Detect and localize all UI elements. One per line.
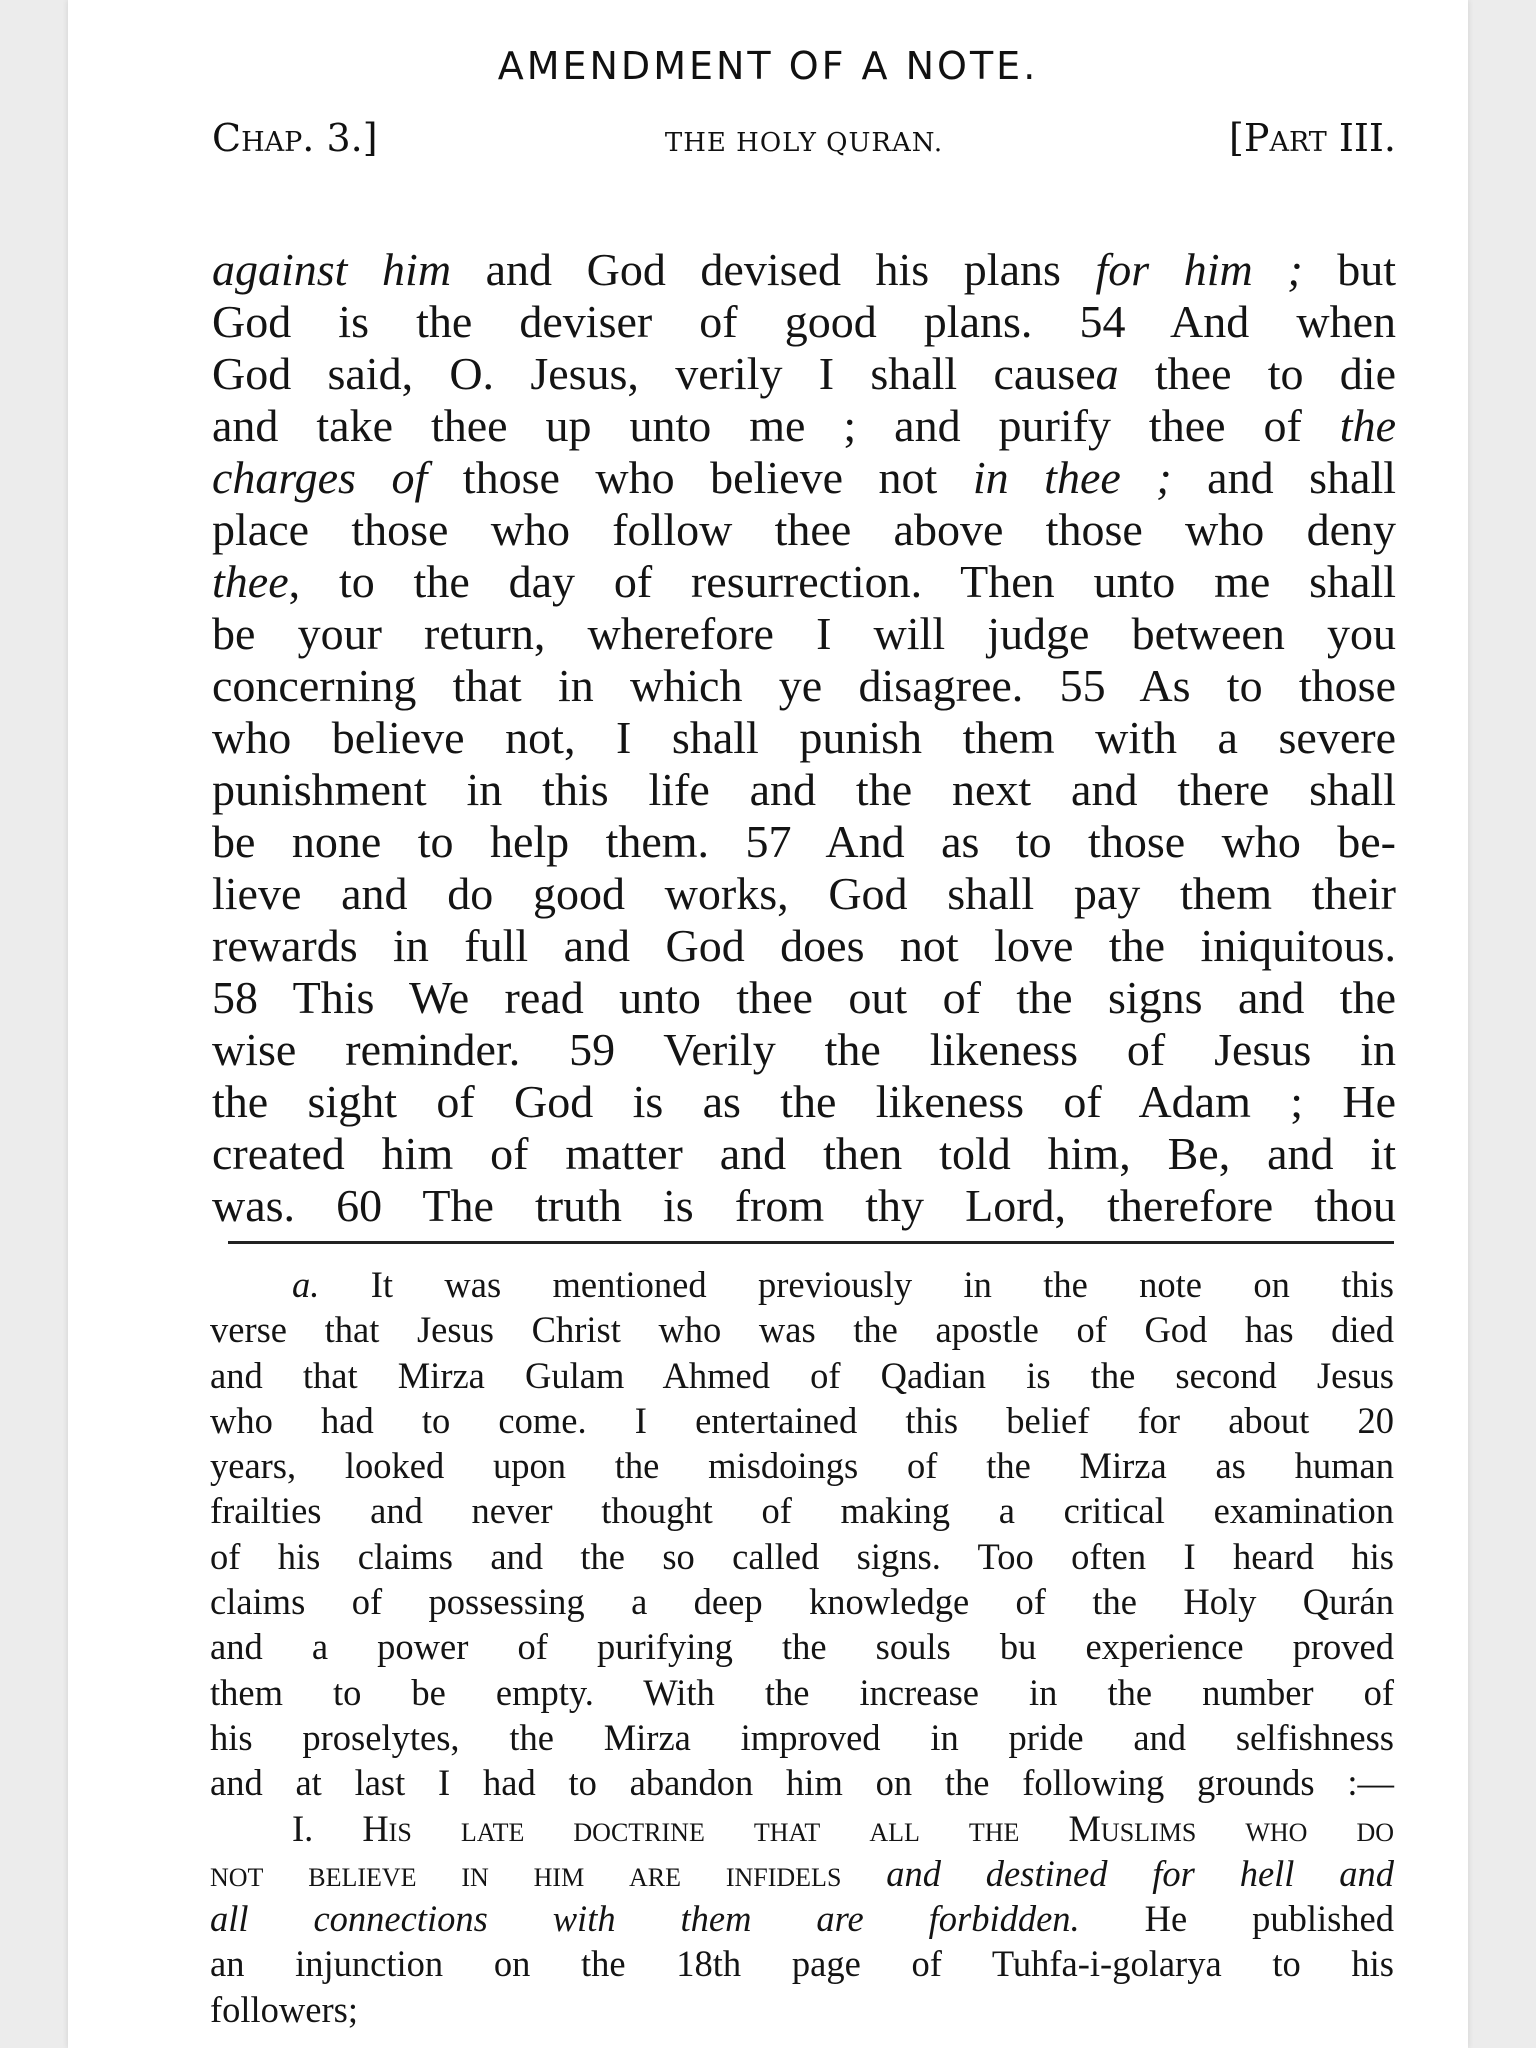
part-label: [Part III. (1229, 116, 1396, 160)
note-line (210, 1262, 1394, 1307)
note-line: them to be empty. With the increase in the number of (210, 1671, 1394, 1713)
italic-phrase: thee (212, 556, 289, 607)
text-line (212, 400, 1396, 452)
note-line: and a power of purifying the souls bu experience proved (210, 1626, 1394, 1668)
note-line: of his claims and the so called signs. Too often I heard his (210, 1535, 1394, 1577)
italic-phrase: all connections with them are forbidden. (210, 1898, 1080, 1940)
text-line: 58 This We read unto thee out of the signs and the (212, 972, 1396, 1023)
footnote-marker: a (1095, 348, 1119, 399)
note-line: frailties and never thought of making a critical examination (210, 1490, 1394, 1532)
main-text (212, 244, 1396, 1232)
small-caps-phrase: not believe in him are infidels (210, 1852, 842, 1894)
note-line: and at last I had to abandon him on the following grounds :— (210, 1762, 1394, 1804)
book-title: THE HOLY QURAN. (664, 128, 944, 158)
text-span: It was mentioned previously in the note on this (319, 1264, 1394, 1305)
text-span: and shall (1171, 452, 1397, 503)
italic-phrase: charges of (212, 452, 428, 503)
text-span: He published (1079, 1898, 1395, 1940)
text-line (212, 244, 1396, 296)
text-line (212, 452, 1396, 504)
note-line (210, 1851, 1394, 1896)
text-span: those who believe not (427, 452, 973, 503)
text-line (212, 348, 1396, 400)
italic-phrase: and destined for hell and (841, 1852, 1394, 1894)
note-line: years, looked upon the misdoings of the Mirza as human (210, 1445, 1394, 1487)
note-line: I. His late doctrine that all the Muslims who do (292, 1807, 1394, 1849)
text-line: created him of matter and then told him, Be, and it (212, 1128, 1396, 1179)
italic-phrase: in thee ; (972, 452, 1172, 503)
text-line: concerning that in which ye disagree. 55 As to those (212, 660, 1396, 711)
text-span: thee to die (1118, 348, 1396, 399)
footnote-divider (228, 1241, 1394, 1244)
note-line: his proselytes, the Mirza improved in pride and selfishness (210, 1716, 1394, 1758)
text-line: wise reminder. 59 Verily the likeness of Jesus in (212, 1024, 1396, 1075)
note-line: an injunction on the 18th page of Tuhfa-i-golarya to his (210, 1943, 1394, 1985)
text-line: place those who follow thee above those who deny (212, 504, 1396, 555)
text-line: punishment in this life and the next and there shall (212, 764, 1396, 815)
note-line: and that Mirza Gulam Ahmed of Qadian is the second Jesus (210, 1354, 1394, 1396)
footnote (210, 1262, 1394, 2032)
chapter-label: Chap. 3.] (212, 116, 378, 160)
text-line: be none to help them. 57 And as to those who be- (212, 816, 1396, 867)
note-line (210, 1896, 1394, 1941)
note-line: claims of possessing a deep knowledge of the Holy Qurán (210, 1581, 1394, 1623)
page-title: AMENDMENT OF A NOTE. (497, 44, 1039, 88)
italic-phrase: the (1339, 400, 1396, 451)
text-line: who believe not, I shall punish them with a severe (212, 712, 1396, 763)
text-line: was. 60 The truth is from thy Lord, therefore thou (212, 1180, 1396, 1231)
footnote-marker: a. (292, 1264, 320, 1305)
italic-phrase: for him ; (1095, 244, 1303, 295)
text-line: rewards in full and God does not love the iniquitous. (212, 920, 1396, 971)
text-span: but (1302, 244, 1397, 295)
document-page (68, 0, 1468, 2048)
text-span: , to the day of resurrection. Then unto me shall (288, 556, 1396, 607)
text-line: lieve and do good works, God shall pay them their (212, 868, 1396, 919)
text-line (212, 556, 1396, 608)
note-line: followers; (210, 1988, 358, 2030)
text-span: God said, O. Jesus, verily I shall cause (212, 348, 1096, 399)
italic-phrase: against him (212, 244, 452, 295)
text-span: and take thee up unto me ; and purify thee of (212, 400, 1340, 451)
text-line: the sight of God is as the likeness of Adam ; He (212, 1076, 1396, 1127)
note-line: who had to come. I entertained this belief for about 20 (210, 1399, 1394, 1441)
text-span: and God devised his plans (451, 244, 1096, 295)
note-line: verse that Jesus Christ who was the apostle of God has died (210, 1309, 1394, 1351)
text-line: be your return, wherefore I will judge between you (212, 608, 1396, 659)
text-line: God is the deviser of good plans. 54 And when (212, 296, 1396, 347)
